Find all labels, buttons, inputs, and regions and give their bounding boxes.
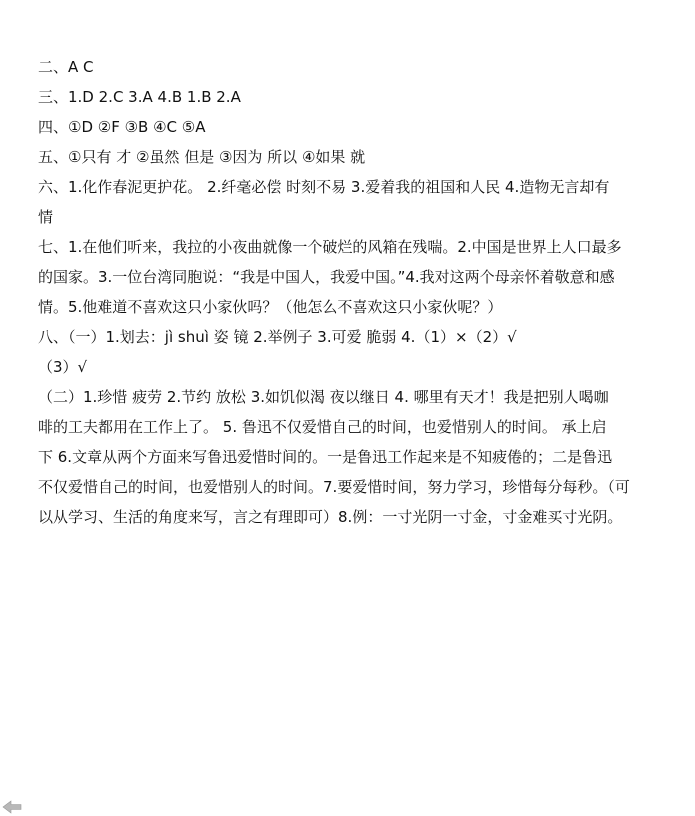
left-arrow-icon[interactable] [2,800,22,814]
answer-line-7-cont-1: 的国家。3.一位台湾同胞说：“我是中国人，我爱中国。”4.我对这两个母亲怀着敬意和感 [38,268,615,286]
answer-line-8-part-1: 八、（一）1.划去：jì shuì 姿 镜 2.举例子 3.可爱 脆弱 4.（1）×（2）√ [38,328,517,346]
answer-line-6: 六、1.化作春泥更护花。 2.纤毫必偿 时刻不易 3.爱着我的祖国和人民 4.造物无言却有 [38,178,610,196]
answer-line-8-part-1-cont: （3）√ [38,358,88,376]
answer-line-7-cont-2: 情。5.他难道不喜欢这只小家伙吗？（他怎么不喜欢这只小家伙呢？） [38,298,503,316]
answer-line-8-part-2-cont-4: 以从学习、生活的角度来写，言之有理即可）8.例：一寸光阴一寸金，寸金难买寸光阴。 [38,508,623,526]
answer-line-8-part-2: （二）1.珍惜 疲劳 2.节约 放松 3.如饥似渴 夜以继日 4. 哪里有天才！我是把别人喝咖 [38,388,609,406]
answer-document [38,52,658,532]
answer-line-3: 三、1.D 2.C 3.A 4.B 1.B 2.A [38,88,241,106]
answer-line-8-part-2-cont-1: 啡的工夫都用在工作上了。 5. 鲁迅不仅爱惜自己的时间，也爱惜别人的时间。 承上启 [38,418,607,436]
answer-line-2: 二、A C [38,58,94,76]
answer-line-4: 四、①D ②F ③B ④C ⑤A [38,118,206,136]
answer-line-7: 七、1.在他们听来，我拉的小夜曲就像一个破烂的风箱在残喘。2.中国是世界上人口最多 [38,238,622,256]
answer-line-6-cont: 情 [38,208,54,226]
answer-line-8-part-2-cont-2: 下 6.文章从两个方面来写鲁迅爱惜时间的。一是鲁迅工作起来是不知疲倦的；二是鲁迅 [38,448,613,466]
answer-line-5: 五、①只有 才 ②虽然 但是 ③因为 所以 ④如果 就 [38,148,366,166]
answer-line-8-part-2-cont-3: 不仅爱惜自己的时间，也爱惜别人的时间。7.要爱惜时间，努力学习，珍惜每分每秒。（可 [38,478,630,496]
